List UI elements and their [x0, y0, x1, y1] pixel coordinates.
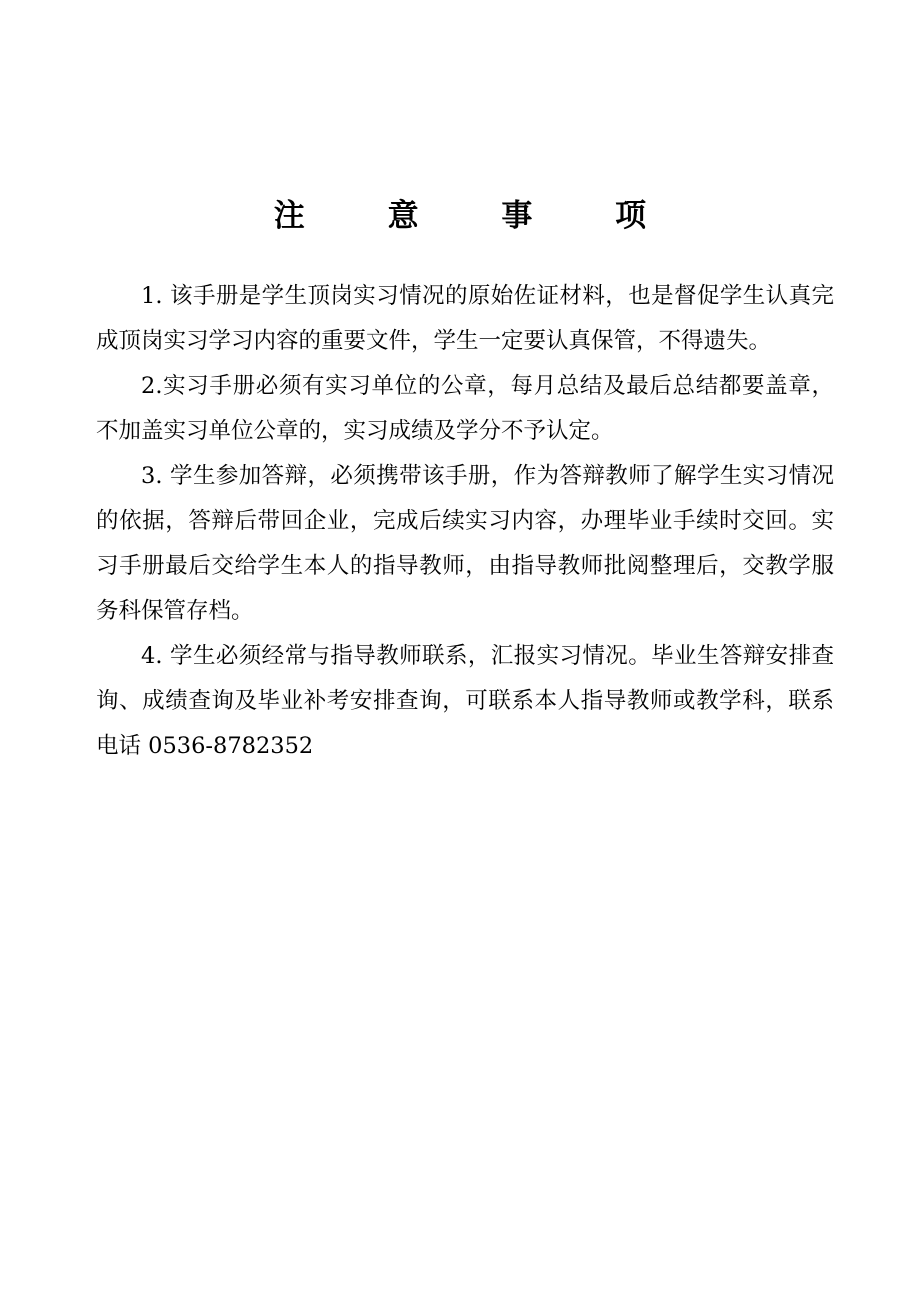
- notice-item-1: 1. 该手册是学生顶岗实习情况的原始佐证材料，也是督促学生认真完成顶岗实习学习内容的重要文件，学生一定要认真保管，不得遗失。: [96, 283, 834, 354]
- notice-item-3: 3. 学生参加答辩，必须携带该手册，作为答辩教师了解学生实习情况的依据，答辩后带回企业，完成后续实习内容，办理毕业手续时交回。实习手册最后交给学生本人的指导教师，由指导教师批阅整理后，交教学服务科保管存档。: [96, 463, 834, 624]
- page-title: 注 意 事 项: [273, 198, 683, 234]
- notice-list: [96, 274, 834, 769]
- notice-item-2: 2.实习手册必须有实习单位的公章，每月总结及最后总结都要盖章，不加盖实习单位公章的，实习成绩及学分不予认定。: [96, 373, 834, 444]
- notice-item-4: 4. 学生必须经常与指导教师联系，汇报实习情况。毕业生答辩安排查询、成绩查询及毕业补考安排查询，可联系本人指导教师或教学科，联系电话 0536-8782352: [96, 643, 834, 759]
